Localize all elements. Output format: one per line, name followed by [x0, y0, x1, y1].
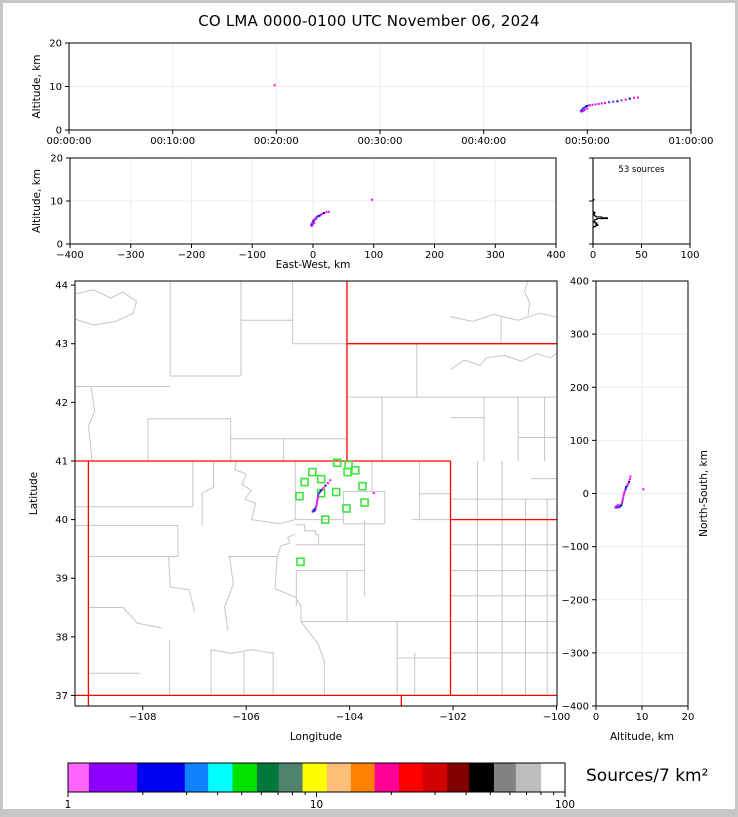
svg-text:Altitude, km: Altitude, km [31, 54, 43, 119]
svg-text:Latitude: Latitude [28, 471, 40, 516]
svg-text:North-South, km: North-South, km [698, 450, 710, 537]
svg-text:10: 10 [50, 196, 63, 208]
svg-text:20: 20 [49, 38, 62, 50]
svg-text:38: 38 [55, 632, 68, 644]
svg-text:East-West, km: East-West, km [275, 259, 351, 271]
svg-text:0: 0 [582, 489, 589, 500]
svg-text:00:10:00: 00:10:00 [150, 136, 196, 147]
svg-text:−100: −100 [238, 250, 266, 261]
svg-text:−400: −400 [561, 701, 589, 713]
svg-text:0: 0 [56, 239, 63, 251]
svg-text:43: 43 [55, 339, 68, 351]
svg-text:20: 20 [50, 153, 63, 165]
figure-title: CO LMA 0000-0100 UTC November 06, 2024 [198, 12, 540, 30]
svg-text:−100: −100 [561, 542, 589, 554]
svg-text:39: 39 [55, 573, 68, 585]
svg-text:−300: −300 [561, 648, 589, 660]
svg-text:300: 300 [569, 329, 589, 341]
svg-text:01:00:00: 01:00:00 [668, 136, 714, 147]
svg-text:0: 0 [309, 250, 317, 261]
svg-text:200: 200 [569, 382, 589, 394]
colorbar-label: Sources/7 km² [586, 766, 709, 786]
svg-text:100: 100 [569, 435, 589, 447]
svg-text:0: 0 [592, 712, 600, 723]
svg-text:53 sources: 53 sources [618, 165, 665, 175]
svg-text:40: 40 [55, 515, 68, 527]
svg-text:0: 0 [55, 125, 62, 137]
svg-text:−400: −400 [56, 250, 84, 261]
svg-text:100: 100 [554, 799, 576, 811]
svg-text:Altitude, km: Altitude, km [31, 168, 43, 234]
svg-text:−100: −100 [542, 712, 571, 723]
svg-text:−200: −200 [561, 595, 589, 607]
svg-text:41: 41 [55, 456, 68, 468]
svg-text:−102: −102 [439, 712, 467, 723]
svg-text:100: 100 [364, 250, 384, 261]
svg-text:0: 0 [589, 250, 597, 261]
svg-text:37: 37 [55, 690, 68, 702]
svg-text:10: 10 [49, 82, 62, 93]
svg-text:10: 10 [635, 712, 649, 723]
svg-text:20: 20 [681, 712, 695, 723]
svg-text:Longitude: Longitude [289, 731, 343, 743]
svg-text:Altitude, km: Altitude, km [609, 731, 675, 743]
svg-text:−104: −104 [335, 712, 364, 723]
svg-text:200: 200 [424, 250, 445, 261]
svg-text:1: 1 [64, 799, 72, 811]
svg-text:00:40:00: 00:40:00 [461, 136, 507, 147]
svg-text:42: 42 [55, 397, 68, 409]
svg-text:−106: −106 [232, 712, 260, 723]
svg-text:−200: −200 [177, 250, 206, 261]
svg-text:50: 50 [635, 250, 648, 261]
svg-text:10: 10 [309, 799, 324, 811]
svg-text:00:00:00: 00:00:00 [46, 136, 92, 147]
svg-text:−300: −300 [117, 250, 145, 261]
svg-text:300: 300 [485, 250, 505, 261]
svg-text:00:50:00: 00:50:00 [564, 136, 610, 147]
svg-text:400: 400 [546, 250, 566, 261]
svg-text:00:20:00: 00:20:00 [253, 136, 299, 147]
svg-text:−108: −108 [129, 712, 157, 723]
svg-text:100: 100 [680, 250, 700, 261]
svg-text:44: 44 [55, 280, 68, 292]
svg-text:00:30:00: 00:30:00 [357, 136, 403, 147]
svg-text:400: 400 [569, 276, 589, 288]
